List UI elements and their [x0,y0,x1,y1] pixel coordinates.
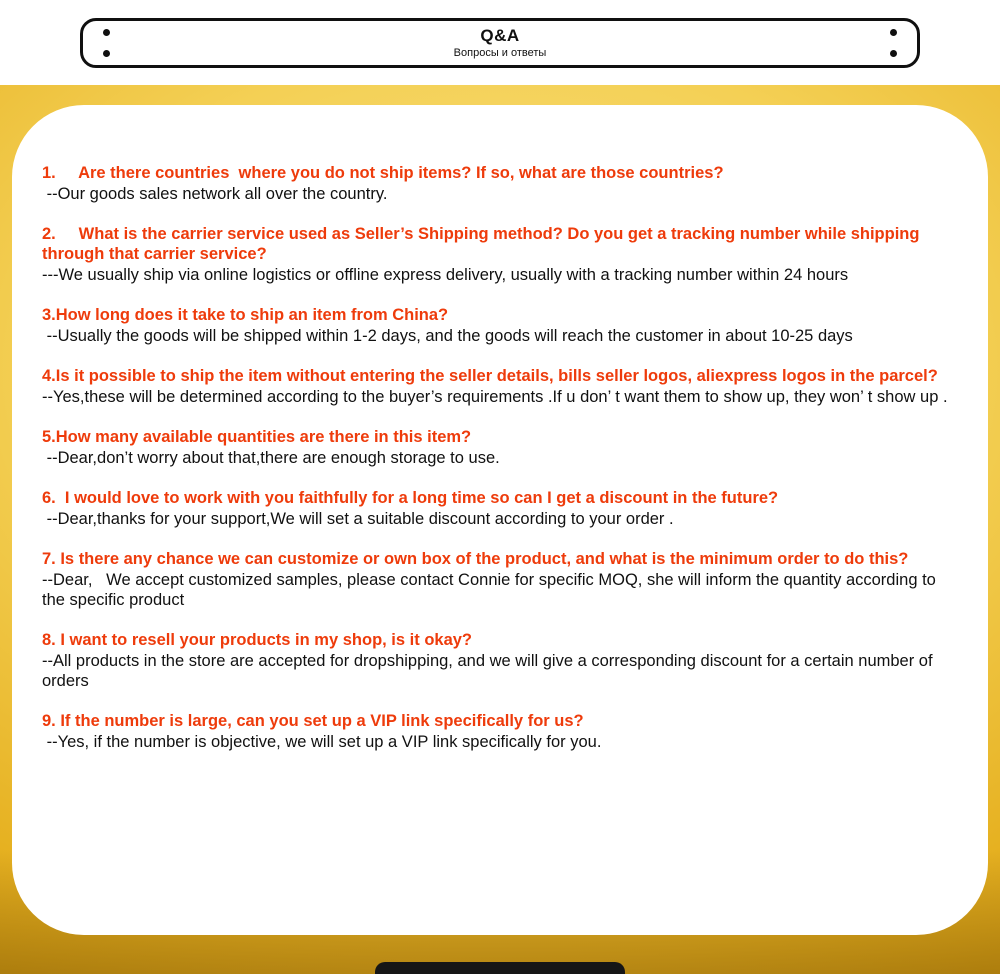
answer-text: --All products in the store are accepted for dropshipping, and we will give a corresponding discount for a certain number of orders [42,652,938,690]
header-bar [0,0,1000,85]
answer-text: --Usually the goods will be shipped within 1-2 days, and the goods will reach the customer in about 10-25 days [42,327,853,345]
question-text: 1. Are there countries where you do not ship items? If so, what are those countries? [42,164,724,182]
question-text: 5.How many available quantities are there in this item? [42,428,472,446]
answer-text: --Yes,these will be determined according to the buyer’s requirements .If u don’ t want them to show up, they won’ t show up . [42,388,948,406]
qa-item [42,224,954,285]
section-subtitle: Вопросы и ответы [453,47,547,59]
question-text: 4.Is it possible to ship the item without entering the seller details, bills seller logos, aliexpress logos in the parcel? [42,367,938,385]
qa-item [42,711,954,752]
answer-text: --Dear,don’t worry about that,there are enough storage to use. [42,449,500,467]
qa-item [42,549,954,610]
qa-item [42,163,954,204]
answer-text: ---We usually ship via online logistics or offline express delivery, usually with a tracking number within 24 hours [42,266,849,284]
qa-banner-plaque [80,18,920,68]
question-text: 8. I want to resell your products in my shop, is it okay? [42,631,473,649]
gold-background [0,85,1000,974]
question-text: 3.How long does it take to ship an item from China? [42,306,449,324]
question-text: 9. If the number is large, can you set up a VIP link specifically for us? [42,712,584,730]
rivet-dot-top-left [103,29,110,36]
section-title: Q&A [480,26,520,45]
qa-item [42,366,954,407]
rivet-dot-top-right [890,29,897,36]
question-text: 6. I would love to work with you faithfully for a long time so can I get a discount in the future? [42,489,779,507]
question-text: 2. What is the carrier service used as Seller’s Shipping method? Do you get a tracking number while shipping through that carrier service? [42,225,925,263]
next-section-banner-peek [375,962,625,974]
qa-item [42,305,954,346]
qa-card [12,105,988,935]
answer-text: --Dear,thanks for your support,We will set a suitable discount according to your order . [42,510,674,528]
qa-item [42,630,954,691]
qa-item [42,488,954,529]
answer-text: --Yes, if the number is objective, we will set up a VIP link specifically for you. [42,733,602,751]
question-text: 7. Is there any chance we can customize or own box of the product, and what is the minimum order to do this? [42,550,909,568]
answer-text: --Our goods sales network all over the country. [42,185,388,203]
answer-text: --Dear, We accept customized samples, please contact Connie for specific MOQ, she will inform the quantity according to the specific product [42,571,941,609]
rivet-dot-bottom-right [890,50,897,57]
rivet-dot-bottom-left [103,50,110,57]
qa-item [42,427,954,468]
